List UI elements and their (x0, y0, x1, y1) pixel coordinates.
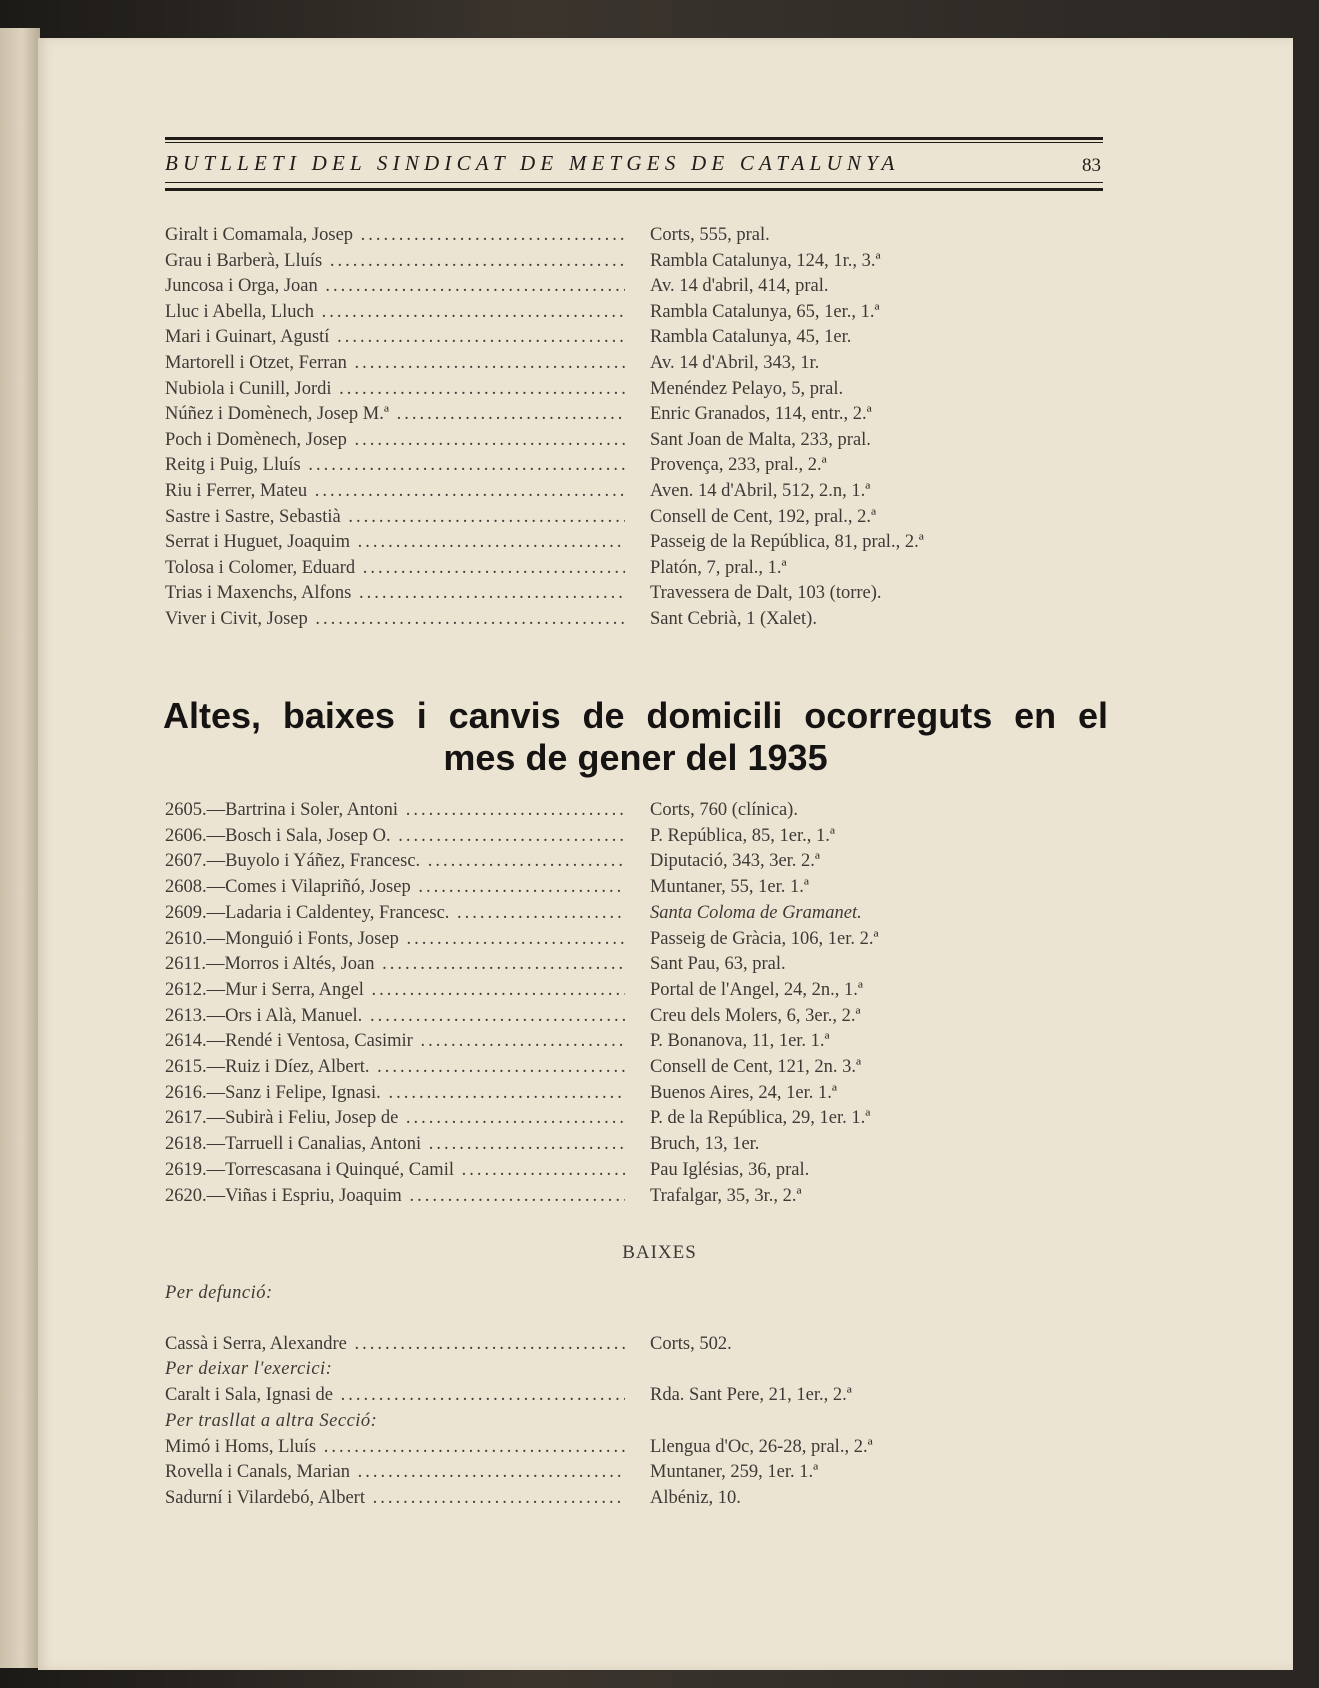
member-address: Buenos Aires, 24, 1er. 1.ª (650, 1082, 838, 1103)
baixes-heading: BAIXES (622, 1242, 697, 1263)
member-name: Tolosa i Colomer, Eduard ..... (165, 558, 625, 579)
member-name: Grau i Barberà, Lluís ..... (165, 251, 625, 272)
member-name: Sadurní i Vilardebó, Albert ..... (165, 1488, 625, 1509)
member-address: Llengua d'Oc, 26-28, pral., 2.ª (650, 1437, 873, 1457)
section-title-line2: mes de gener del 1935 (443, 737, 828, 778)
member-name: Cassà i Serra, Alexandre ..... (165, 1334, 625, 1355)
member-name: Lluc i Abella, Lluch ..... (165, 302, 625, 323)
member-address: Sant Joan de Malta, 233, pral. (650, 429, 871, 450)
member-name: Martorell i Otzet, Ferran ..... (165, 353, 625, 374)
member-name: Rovella i Canals, Marian ..... (165, 1462, 625, 1483)
member-address: Platón, 7, pral., 1.ª (650, 557, 787, 578)
member-address: Trafalgar, 35, 3r., 2.ª (650, 1185, 802, 1206)
member-name: Poch i Domènech, Josep ..... (165, 430, 625, 451)
running-header-title: BUTLLETI DEL SINDICAT DE METGES DE CATALUNYA (165, 151, 900, 175)
member-address: Corts, 760 (clínica). (650, 800, 798, 820)
member-name: 2613.—Ors i Alà, Manuel. ..... (165, 1006, 625, 1027)
header-rule-top (165, 137, 1103, 143)
member-address: Portal de l'Angel, 24, 2n., 1.ª (650, 979, 863, 1000)
member-address: Sant Cebrià, 1 (Xalet). (650, 609, 817, 629)
member-name: 2608.—Comes i Vilapriñó, Josep ..... (165, 877, 625, 898)
deixar-label: Per deixar l'exercici: (165, 1359, 333, 1379)
member-name: 2619.—Torrescasana i Quinqué, Camil ..... (165, 1160, 625, 1181)
member-address: Rambla Catalunya, 124, 1r., 3.ª (650, 250, 881, 271)
member-address: Corts, 502. (650, 1334, 732, 1354)
member-address: Consell de Cent, 192, pral., 2.ª (650, 506, 877, 527)
member-address: Consell de Cent, 121, 2n. 3.ª (650, 1057, 862, 1077)
member-name: 2615.—Ruiz i Díez, Albert. ..... (165, 1057, 625, 1078)
member-address: Passeig de la República, 81, pral., 2.ª (650, 532, 924, 553)
member-address: Pau Iglésias, 36, pral. (650, 1159, 810, 1180)
member-address: Menéndez Pelayo, 5, pral. (650, 378, 844, 399)
member-address: Enric Granados, 114, entr., 2.ª (650, 404, 872, 425)
member-name: Juncosa i Orga, Joan ..... (165, 276, 625, 297)
member-address: Travessera de Dalt, 103 (torre). (650, 583, 882, 604)
member-address: Sant Pau, 63, pral. (650, 954, 786, 975)
member-name: Reitg i Puig, Lluís ..... (165, 455, 625, 476)
member-name: Serrat i Huguet, Joaquim ..... (165, 532, 625, 553)
member-name: Mari i Guinart, Agustí ..... (165, 327, 625, 348)
member-address: Muntaner, 259, 1er. 1.ª (650, 1462, 819, 1482)
member-name: 2605.—Bartrina i Soler, Antoni ..... (165, 800, 625, 821)
member-address: P. de la República, 29, 1er. 1.ª (650, 1108, 871, 1129)
member-name: 2618.—Tarruell i Canalias, Antoni ..... (165, 1134, 625, 1155)
member-address: Rda. Sant Pere, 21, 1er., 2.ª (650, 1385, 852, 1405)
member-address: Av. 14 d'Abril, 343, 1r. (650, 353, 820, 373)
member-address: Corts, 555, pral. (650, 225, 770, 245)
trasllat-label: Per trasllat a altra Secció: (165, 1411, 378, 1431)
member-name: Nubiola i Cunill, Jordi ..... (165, 379, 625, 400)
member-name: 2612.—Mur i Serra, Angel ..... (165, 980, 625, 1001)
defuncio-label: Per defunció: (165, 1283, 273, 1303)
member-name: Caralt i Sala, Ignasi de ..... (165, 1385, 625, 1406)
member-name: Giralt i Comamala, Josep ..... (165, 225, 625, 246)
member-name: 2611.—Morros i Altés, Joan ..... (165, 954, 625, 975)
member-name: 2616.—Sanz i Felipe, Ignasi. ..... (165, 1083, 625, 1104)
member-name: 2617.—Subirà i Feliu, Josep de ..... (165, 1108, 625, 1129)
member-address: P. Bonanova, 11, 1er. 1.ª (650, 1031, 830, 1052)
member-name: 2614.—Rendé i Ventosa, Casimir ..... (165, 1031, 625, 1052)
member-name: 2610.—Monguió i Fonts, Josep ..... (165, 929, 625, 950)
member-address: Albéniz, 10. (650, 1488, 741, 1508)
page-number: 83 (1082, 155, 1101, 176)
member-address: Muntaner, 55, 1er. 1.ª (650, 877, 810, 898)
member-address: Santa Coloma de Gramanet. (650, 902, 862, 923)
member-name: Trias i Maxenchs, Alfons ..... (165, 583, 625, 604)
member-name: 2606.—Bosch i Sala, Josep O. ..... (165, 826, 625, 847)
member-address: P. República, 85, 1er., 1.ª (650, 825, 835, 846)
member-address: Av. 14 d'abril, 414, pral. (650, 276, 829, 297)
member-address: Rambla Catalunya, 65, 1er., 1.ª (650, 301, 880, 322)
member-address: Passeig de Gràcia, 106, 1er. 2.ª (650, 928, 879, 949)
member-name: 2607.—Buyolo i Yáñez, Francesc. ..... (165, 851, 625, 872)
member-address: Aven. 14 d'Abril, 512, 2.n, 1.ª (650, 481, 871, 501)
member-address: Creu dels Molers, 6, 3er., 2.ª (650, 1005, 861, 1026)
header-rule-bottom (165, 182, 1103, 191)
member-name: 2620.—Viñas i Espriu, Joaquim ..... (165, 1186, 625, 1207)
member-name: Sastre i Sastre, Sebastià ..... (165, 507, 625, 528)
previous-page-edge (0, 28, 40, 1668)
member-name: Mimó i Homs, Lluís ..... (165, 1437, 625, 1458)
member-address: Bruch, 13, 1er. (650, 1134, 760, 1155)
member-address: Provença, 233, pral., 2.ª (650, 455, 827, 476)
member-name: Núñez i Domènech, Josep M.ª ..... (165, 404, 625, 425)
member-name: Viver i Civit, Josep ..... (165, 609, 625, 630)
section-title (163, 695, 1108, 779)
member-name: Riu i Ferrer, Mateu ..... (165, 481, 625, 502)
section-title-line1: Altes, baixes i canvis de domicili ocorreguts en el (163, 695, 1108, 736)
member-address: Diputació, 343, 3er. 2.ª (650, 851, 821, 872)
member-address: Rambla Catalunya, 45, 1er. (650, 327, 852, 348)
member-name: 2609.—Ladaria i Caldentey, Francesc. ..... (165, 903, 625, 924)
